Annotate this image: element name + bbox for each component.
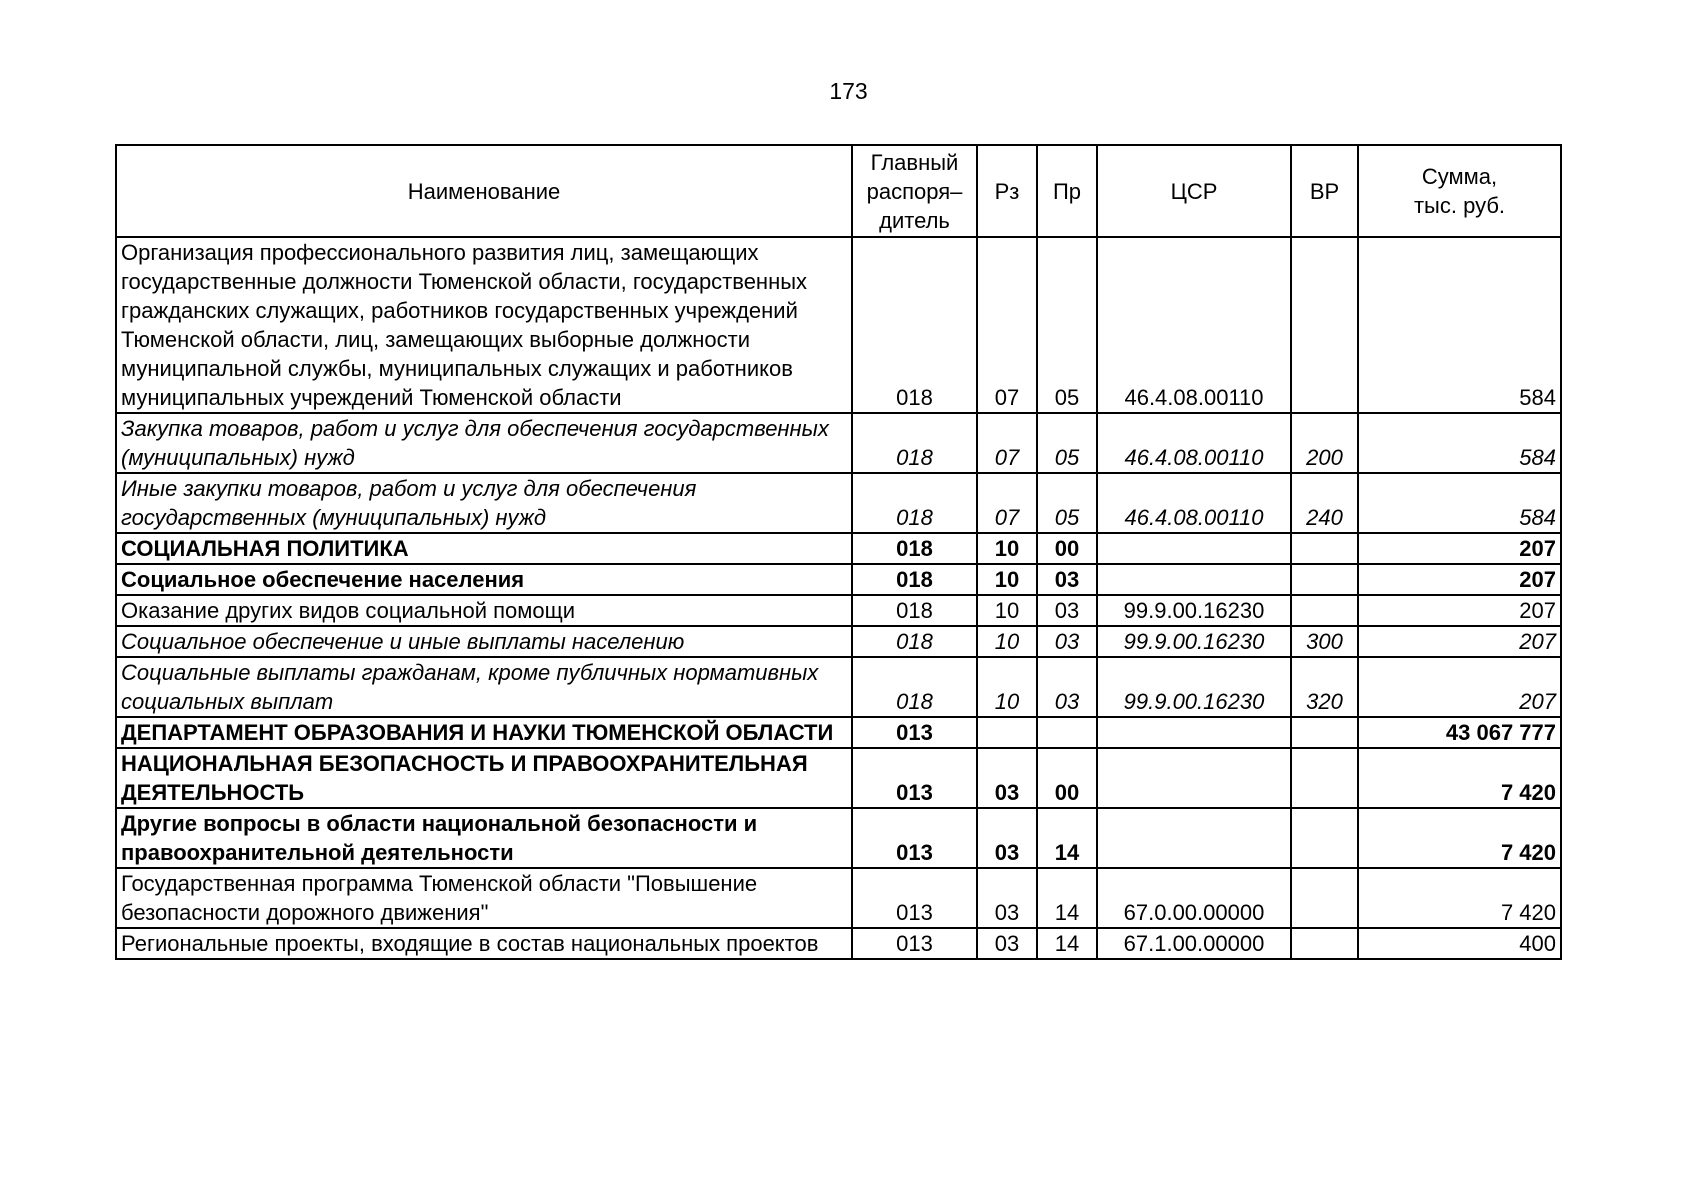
cell-glavny: 013 — [852, 748, 977, 808]
cell-vr — [1291, 748, 1358, 808]
cell-pr: 05 — [1037, 237, 1097, 413]
cell-rz: 03 — [977, 868, 1037, 928]
cell-rz: 10 — [977, 657, 1037, 717]
cell-sum: 584 — [1358, 237, 1561, 413]
cell-csr: 67.1.00.00000 — [1097, 928, 1291, 959]
table-row — [116, 413, 1561, 473]
header-sum-line: тыс. руб. — [1413, 193, 1506, 218]
cell-sum: 207 — [1358, 595, 1561, 626]
cell-csr: 46.4.08.00110 — [1097, 473, 1291, 533]
cell-pr: 03 — [1037, 595, 1097, 626]
header-glavny — [852, 145, 977, 237]
table-body — [116, 237, 1561, 959]
cell-rz: 10 — [977, 595, 1037, 626]
cell-glavny: 018 — [852, 533, 977, 564]
table-row — [116, 657, 1561, 717]
cell-pr: 14 — [1037, 808, 1097, 868]
cell-rz: 10 — [977, 626, 1037, 657]
cell-vr: 320 — [1291, 657, 1358, 717]
cell-name: Оказание других видов социальной помощи — [116, 595, 852, 626]
cell-name: Закупка товаров, работ и услуг для обеспечения государственных (муниципальных) нужд — [116, 413, 852, 473]
cell-vr — [1291, 928, 1358, 959]
table-row — [116, 717, 1561, 748]
cell-name: Социальное обеспечение и иные выплаты населению — [116, 626, 852, 657]
cell-glavny: 018 — [852, 595, 977, 626]
cell-name: Социальное обеспечение населения — [116, 564, 852, 595]
table-row — [116, 237, 1561, 413]
cell-rz: 03 — [977, 808, 1037, 868]
table-header-row — [116, 145, 1561, 237]
page-number: 173 — [829, 78, 868, 104]
header-glavny-line: Главный — [870, 149, 959, 175]
cell-glavny: 018 — [852, 626, 977, 657]
cell-sum: 207 — [1358, 564, 1561, 595]
cell-vr: 240 — [1291, 473, 1358, 533]
table-row — [116, 928, 1561, 959]
cell-csr — [1097, 748, 1291, 808]
cell-sum: 207 — [1358, 657, 1561, 717]
cell-csr: 46.4.08.00110 — [1097, 237, 1291, 413]
cell-rz: 10 — [977, 564, 1037, 595]
header-vr: ВР — [1291, 145, 1358, 237]
cell-glavny: 013 — [852, 868, 977, 928]
cell-vr — [1291, 717, 1358, 748]
cell-rz: 10 — [977, 533, 1037, 564]
table-row — [116, 595, 1561, 626]
cell-name: Государственная программа Тюменской области "Повышение безопасности дорожного движения" — [116, 868, 852, 928]
cell-csr — [1097, 533, 1291, 564]
cell-sum: 584 — [1358, 473, 1561, 533]
cell-sum: 7 420 — [1358, 808, 1561, 868]
cell-vr: 200 — [1291, 413, 1358, 473]
header-rz: Рз — [977, 145, 1037, 237]
budget-table — [115, 144, 1562, 960]
table-row — [116, 626, 1561, 657]
cell-vr — [1291, 237, 1358, 413]
cell-rz: 07 — [977, 413, 1037, 473]
cell-rz: 07 — [977, 237, 1037, 413]
header-glavny-line: дитель — [879, 207, 950, 233]
cell-vr — [1291, 868, 1358, 928]
cell-pr: 03 — [1037, 564, 1097, 595]
cell-sum: 207 — [1358, 533, 1561, 564]
cell-glavny: 013 — [852, 808, 977, 868]
cell-sum: 7 420 — [1358, 748, 1561, 808]
cell-glavny: 013 — [852, 928, 977, 959]
table-row — [116, 748, 1561, 808]
cell-rz: 03 — [977, 928, 1037, 959]
cell-name: ДЕПАРТАМЕНТ ОБРАЗОВАНИЯ И НАУКИ ТЮМЕНСКОЙ ОБЛАСТИ — [116, 717, 852, 748]
cell-name: Другие вопросы в области национальной безопасности и правоохранительной деятельности — [116, 808, 852, 868]
cell-csr: 99.9.00.16230 — [1097, 657, 1291, 717]
cell-glavny: 018 — [852, 237, 977, 413]
cell-pr: 03 — [1037, 626, 1097, 657]
cell-vr — [1291, 533, 1358, 564]
cell-vr: 300 — [1291, 626, 1358, 657]
header-pr: Пр — [1037, 145, 1097, 237]
cell-pr: 05 — [1037, 473, 1097, 533]
table-row — [116, 868, 1561, 928]
cell-glavny: 018 — [852, 413, 977, 473]
cell-name: Организация профессионального развития лиц, замещающих государственные должности Тюменской области, государственных гражданских служащих, работников государственных учреждений Тюменской области, лиц, замещающих выборные должности муниципальной службы, муниципальных служащих и работников муниципальных учреждений Тюменской области — [116, 237, 852, 413]
cell-glavny: 018 — [852, 657, 977, 717]
cell-sum: 43 067 777 — [1358, 717, 1561, 748]
cell-name: Региональные проекты, входящие в состав национальных проектов — [116, 928, 852, 959]
cell-csr: 99.9.00.16230 — [1097, 626, 1291, 657]
cell-name: СОЦИАЛЬНАЯ ПОЛИТИКА — [116, 533, 852, 564]
cell-name: Социальные выплаты гражданам, кроме публичных нормативных социальных выплат — [116, 657, 852, 717]
cell-csr: 67.0.00.00000 — [1097, 868, 1291, 928]
header-name: Наименование — [116, 145, 852, 237]
cell-name: НАЦИОНАЛЬНАЯ БЕЗОПАСНОСТЬ И ПРАВООХРАНИТЕЛЬНАЯ ДЕЯТЕЛЬНОСТЬ — [116, 748, 852, 808]
cell-vr — [1291, 595, 1358, 626]
cell-rz — [977, 717, 1037, 748]
cell-pr: 00 — [1037, 533, 1097, 564]
table-row — [116, 533, 1561, 564]
cell-csr — [1097, 717, 1291, 748]
header-sum — [1358, 145, 1561, 237]
cell-rz: 03 — [977, 748, 1037, 808]
header-glavny-line: распоря– — [866, 178, 963, 204]
cell-csr: 46.4.08.00110 — [1097, 413, 1291, 473]
cell-pr: 14 — [1037, 868, 1097, 928]
cell-vr — [1291, 564, 1358, 595]
cell-glavny: 013 — [852, 717, 977, 748]
table-row — [116, 808, 1561, 868]
cell-sum: 7 420 — [1358, 868, 1561, 928]
cell-csr: 99.9.00.16230 — [1097, 595, 1291, 626]
cell-sum: 207 — [1358, 626, 1561, 657]
cell-vr — [1291, 808, 1358, 868]
cell-rz: 07 — [977, 473, 1037, 533]
cell-pr — [1037, 717, 1097, 748]
cell-pr: 00 — [1037, 748, 1097, 808]
cell-csr — [1097, 564, 1291, 595]
header-sum-line: Сумма, — [1421, 164, 1498, 189]
table-row — [116, 473, 1561, 533]
cell-pr: 14 — [1037, 928, 1097, 959]
cell-pr: 05 — [1037, 413, 1097, 473]
cell-glavny: 018 — [852, 564, 977, 595]
cell-glavny: 018 — [852, 473, 977, 533]
cell-csr — [1097, 808, 1291, 868]
table-row — [116, 564, 1561, 595]
header-csr: ЦСР — [1097, 145, 1291, 237]
cell-name: Иные закупки товаров, работ и услуг для обеспечения государственных (муниципальных) нужд — [116, 473, 852, 533]
cell-pr: 03 — [1037, 657, 1097, 717]
cell-sum: 400 — [1358, 928, 1561, 959]
cell-sum: 584 — [1358, 413, 1561, 473]
